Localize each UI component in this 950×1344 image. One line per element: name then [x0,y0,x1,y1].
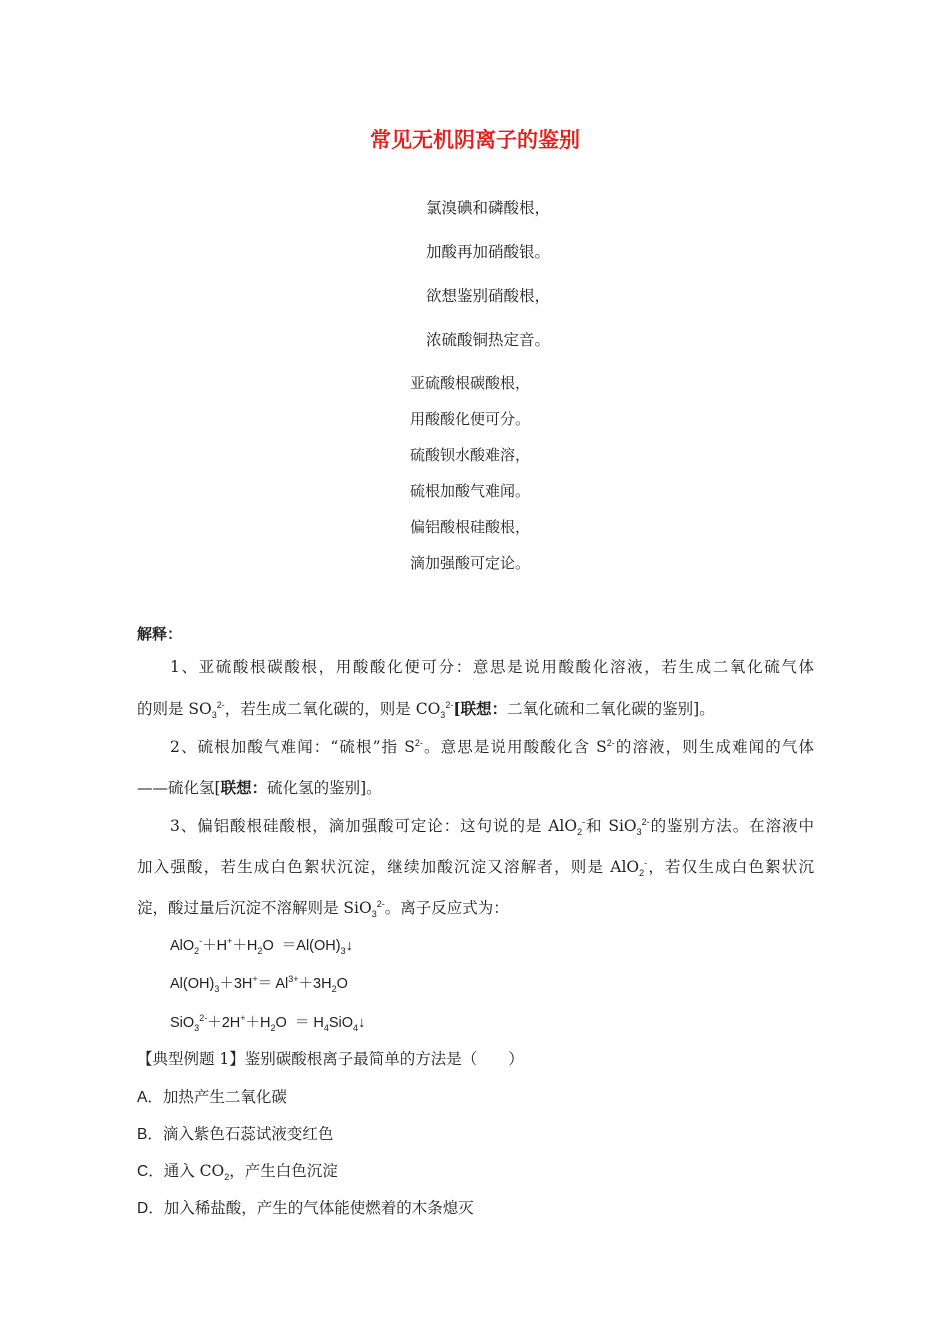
poem-line: 浓硫酸铜热定音。 [426,331,551,349]
text-span: 3、偏铝酸根硅酸根，滴加强酸可定论：这句说的是 AlO [170,817,578,835]
text-span: 加入强酸，若生成白色絮状沉淀，继续加酸沉淀又溶解者，则是 AlO [137,858,640,876]
explanation-3-line-3: 淀，酸过量后沉淀不溶解则是 SiO$_3^{2-}$。离子反应式为： [137,898,509,920]
association-label: 联想： [220,778,268,797]
question-text: 鉴别碳酸根离子最简单的方法是（ ） [244,1050,524,1068]
explanation-2-line-2 [137,777,382,799]
poem-line: 亚硫酸根碳酸根， [410,374,531,392]
option-letter: B． [137,1126,163,1143]
option-letter: A． [137,1089,163,1106]
option-text: ，产生白色沉淀 [229,1162,338,1180]
poem-line: 欲想鉴别硝酸根， [426,287,551,305]
option-c[interactable]: C．通入 $CO_2$，产生白色沉淀 [137,1162,338,1183]
text-span: ，若生成二氧化碳的，则是 CO [224,700,441,718]
text-span: 的则是 SO [137,700,212,718]
text-span: 的溶液，则生成难闻的气体 [614,738,814,756]
poem-stanza-1 [426,198,550,374]
option-text: 加入稀盐酸，产生的气体能使燃着的木条熄灭 [163,1199,474,1217]
association-label: [联想： [453,699,508,718]
poem-line: 滴加强酸可定论。 [410,554,531,572]
text-span: 和 SiO [585,817,637,835]
poem-line: 加酸再加硝酸银。 [426,243,551,261]
equation-2: $Al(OH)_3+3H^+= Al^{3+}+3H_2O$ [170,974,348,994]
explanation-1-line-1: 1、亚硫酸根碳酸根，用酸酸化便可分：意思是说用酸酸化溶液，若生成二氧化硫气体 [170,658,814,676]
example-label: 【典型例题 1】 [137,1050,245,1068]
option-a[interactable] [137,1086,287,1109]
text-span: ，若仅生成白色絮状沉 [647,858,814,876]
explanation-heading: 解释： [137,625,183,643]
poem-line: 硫根加酸气难闻。 [410,482,531,500]
text-span: 硫化氢的鉴别]。 [267,779,382,797]
explanation-1-line-2: 的则是 $SO_3^{2-}$，若生成二氧化碳的，则是 $CO_3^{2-}$[联想：二氧化硫和二氧化碳的鉴别]。 [137,699,715,721]
text-span: 。离子反应式为： [384,899,509,917]
page-title: 常见无机阴离子的鉴别 [370,128,580,152]
option-letter: D． [137,1200,164,1217]
poem-line: 用酸酸化便可分。 [410,410,531,428]
text-span: 的鉴别方法。在溶液中 [649,817,814,835]
explanation-3-line-1: 3、偏铝酸根硅酸根，滴加强酸可定论：这句说的是 AlO$_2$-和 SiO$_3^{2-}$的鉴别方法。在溶液中 [170,816,814,838]
poem-line: 氯溴碘和磷酸根， [426,199,551,217]
explanation-3-line-2: 加入强酸，若生成白色絮状沉淀，继续加酸沉淀又溶解者，则是 AlO$_2$-，若仅生成白色絮状沉 [137,857,814,879]
option-text: 加热产生二氧化碳 [162,1088,287,1106]
equation-3: $SiO_3^{2-}+2H^++H_2O$ ＝ $H_4SiO_4↓$ [170,1013,366,1033]
text-span: 2、硫根加酸气难闻：“硫根”指 S [170,738,415,756]
poem-stanza-2 [410,373,530,589]
option-text: 通入 CO [163,1162,225,1180]
poem-line: 硫酸钡水酸难溶， [410,446,531,464]
option-b[interactable] [137,1123,333,1146]
option-text: 滴入紫色石蕊试液变红色 [162,1125,334,1143]
text-span: ——硫化氢[ [137,779,221,797]
text-span: 淀，酸过量后沉淀不溶解则是 SiO [137,899,372,917]
option-d[interactable] [137,1197,474,1220]
explanation-2-line-1: 2、硫根加酸气难闻：“硫根”指 $S^{2-}$。意思是说用酸酸化含 $S^{2-}$的溶液，则生成难闻的气体 [170,737,814,756]
text-span: 二氧化硫和二氧化碳的鉴别]。 [507,700,715,718]
example-question [137,1048,524,1070]
poem-line: 偏铝酸根硅酸根， [410,518,531,536]
option-letter: C． [137,1163,164,1180]
equation-1: $AlO_2^-+H^++H_2O$ $=Al(OH)_3↓$ [170,936,353,956]
text-span: 。意思是说用酸酸化含 S [422,738,607,756]
